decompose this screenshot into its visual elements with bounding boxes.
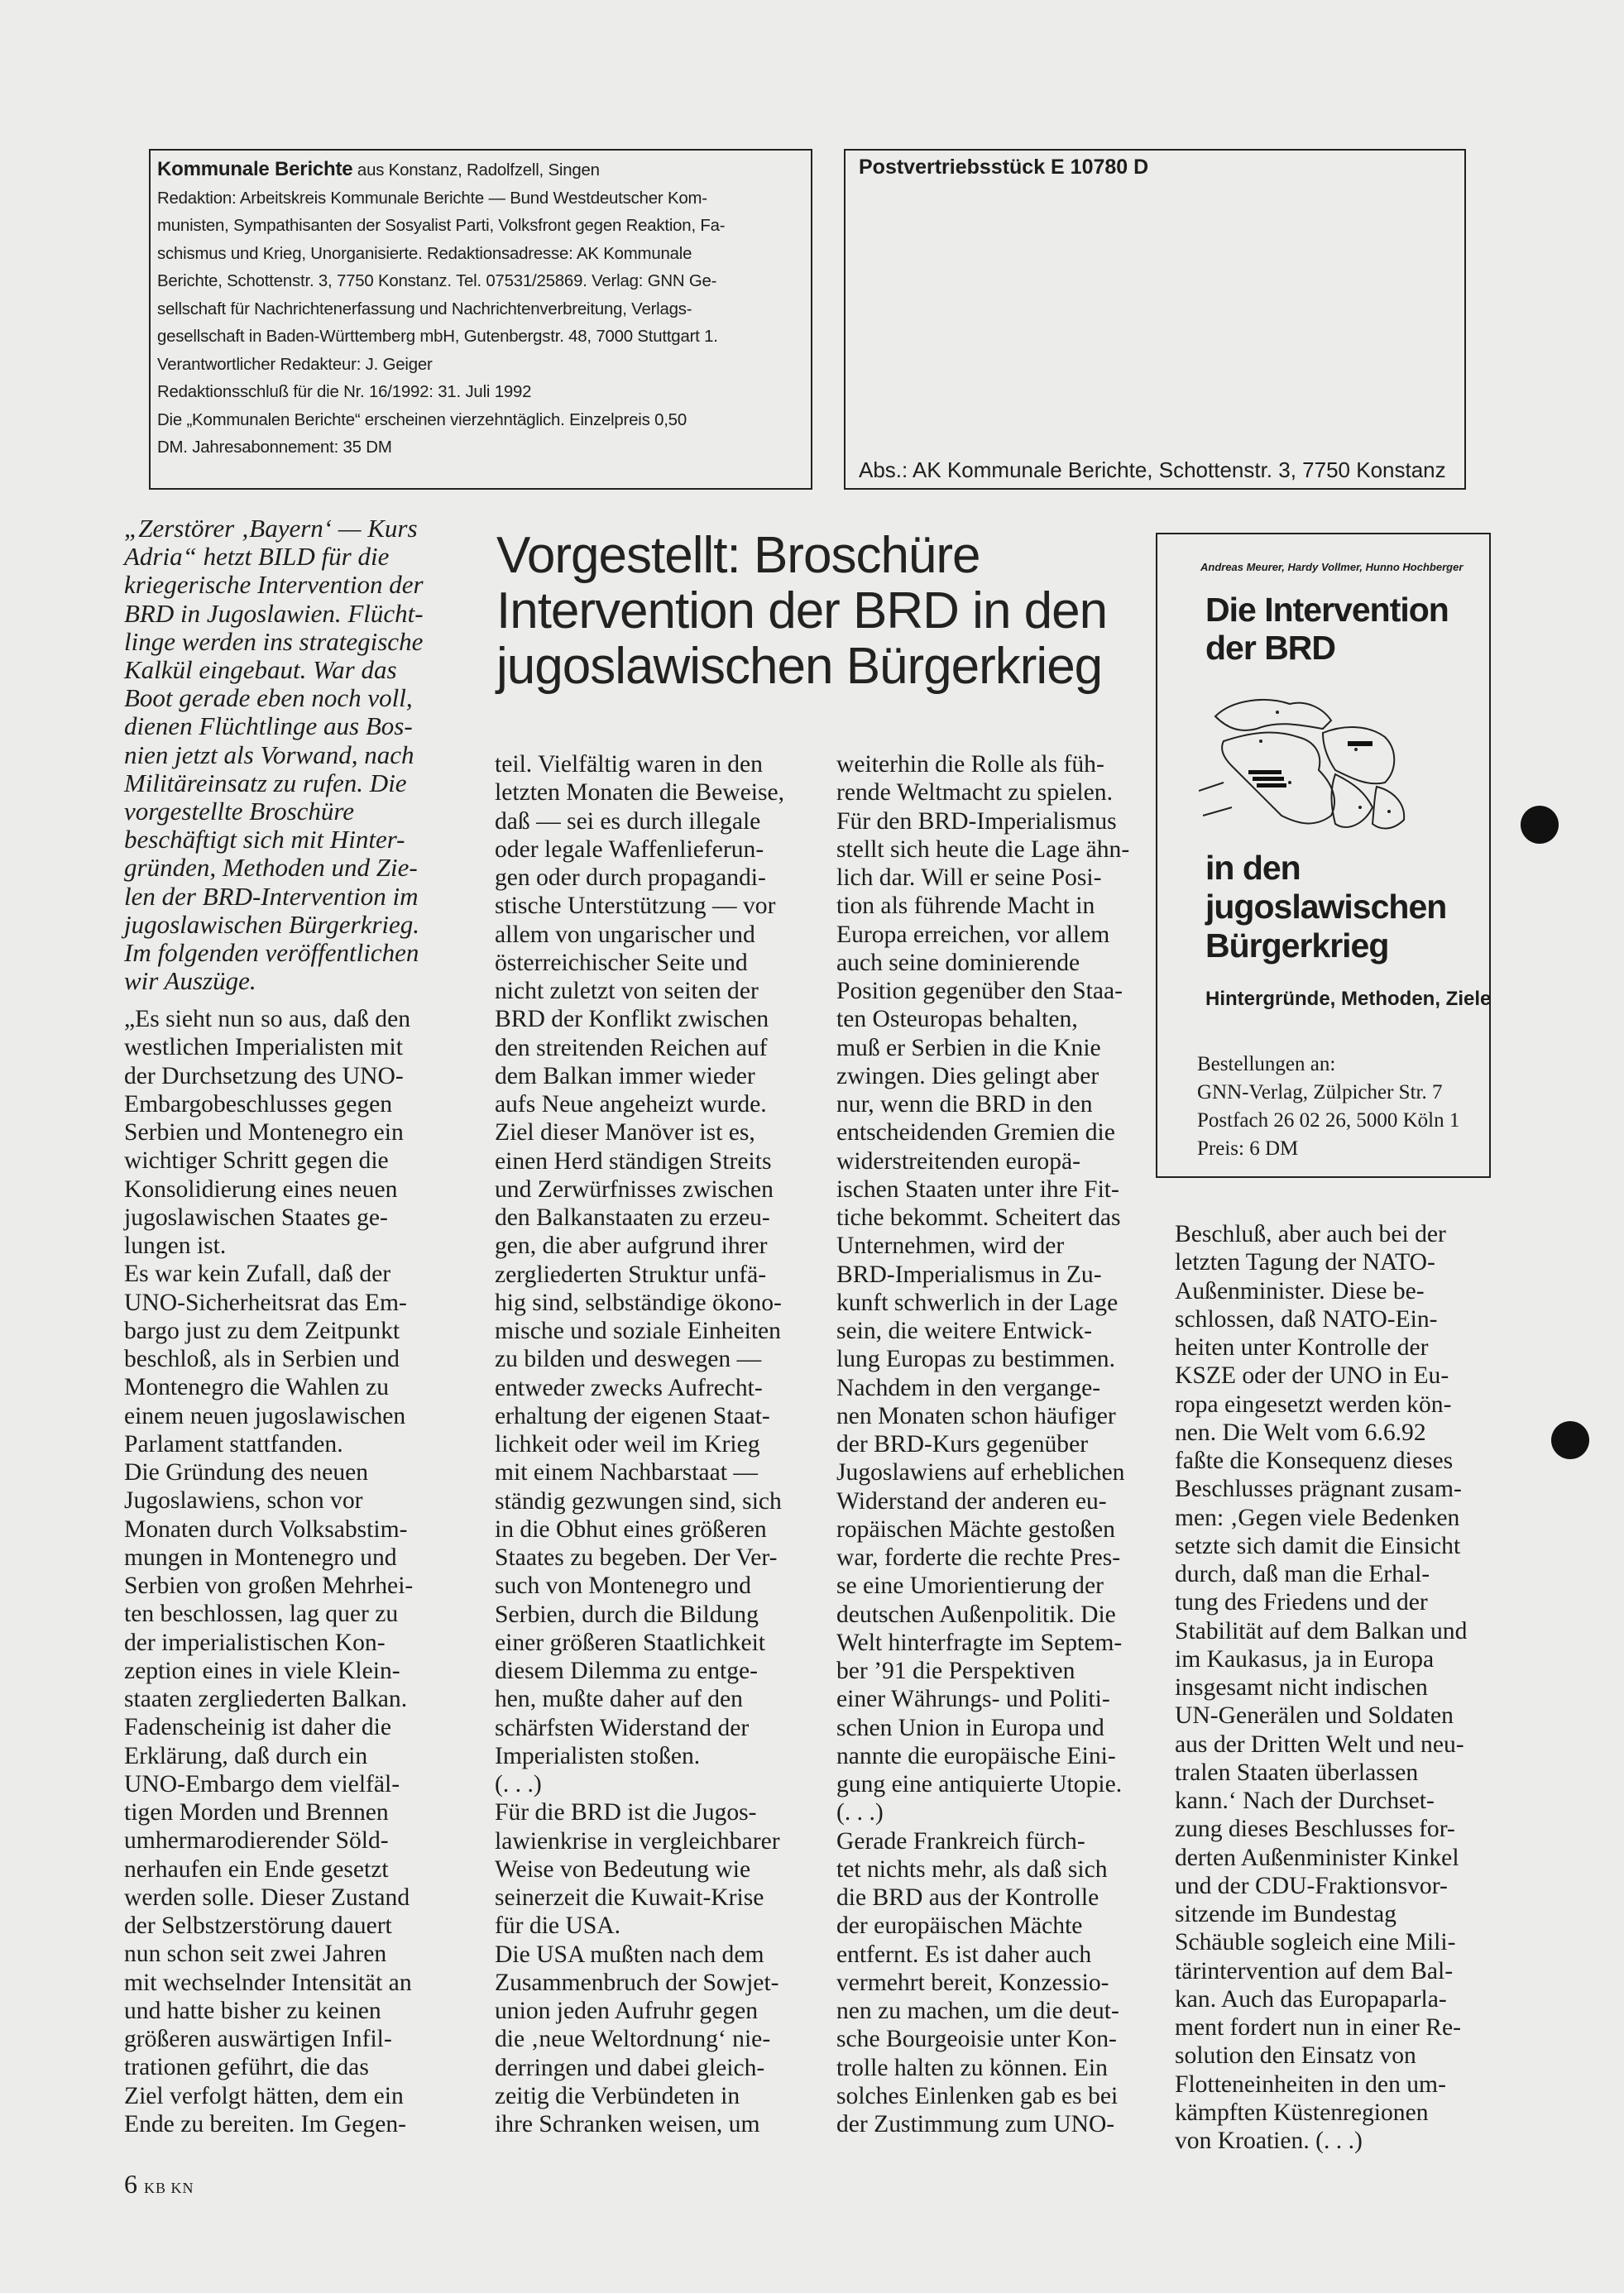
article-line: Welt hinterfragte im Septem- (836, 1629, 1123, 1656)
page-number: 6 (124, 2169, 137, 2199)
article-line: Staates zu begeben. Der Ver- (495, 1544, 778, 1571)
article-line: umhermarodierender Söld- (124, 1827, 389, 1855)
article-line: der Selbstzerstörung dauert (124, 1912, 392, 1939)
article-line: Widerstand der anderen eu- (836, 1487, 1107, 1515)
article-line: Jugoslawiens auf erheblichen (836, 1459, 1125, 1486)
article-line: kann.‘ Nach der Durchset- (1175, 1788, 1435, 1814)
intro-line: Militäreinsatz zu rufen. Die (124, 768, 407, 797)
article-line: seinerzeit die Kuwait-Krise (495, 1884, 764, 1911)
article-line: trolle halten zu können. Ein (836, 2054, 1108, 2081)
article-line: entweder zwecks Aufrecht- (495, 1374, 763, 1401)
article-line: UNO-Sicherheitsrat das Em- (124, 1289, 407, 1316)
article-line: beschloß, als in Serbien und (124, 1346, 400, 1372)
article-line: daß — sei es durch illegale (495, 807, 761, 835)
article-line: und Zerwürfnisses zwischen (495, 1175, 774, 1203)
article-line: stische Unterstützung — vor (495, 893, 776, 920)
intro-line: „Zerstörer ‚Bayern‘ — Kurs (124, 514, 418, 543)
article-line: die ‚neue Weltordnung‘ nie- (495, 2026, 771, 2053)
article-line: lich dar. Will er seine Posi- (836, 864, 1102, 891)
article-line: den Balkanstaaten zu erzeu- (495, 1204, 770, 1231)
article-line: Stabilität auf dem Balkan und (1175, 1617, 1468, 1644)
article-line: werden solle. Dieser Zustand (124, 1884, 410, 1911)
article-line: diesem Dilemma zu entge- (495, 1658, 759, 1684)
article-line: Ziel dieser Manöver ist es, (495, 1119, 755, 1146)
article-line: Serbien und Montenegro ein (124, 1119, 404, 1146)
page-footer (124, 2169, 194, 2200)
intro-line: Boot gerade eben noch voll, (124, 683, 413, 713)
article-line: Parlament stattfanden. (124, 1430, 343, 1458)
intro-line: Adria“ hetzt BILD für die (124, 542, 390, 572)
article-line: BRD-Imperialismus in Zu- (836, 1261, 1102, 1288)
article-line: ment fordert nun in einer Re- (1175, 2014, 1461, 2041)
article-line: tärintervention auf dem Bal- (1175, 1957, 1454, 1984)
article-line: der Durchsetzung des UNO- (124, 1062, 404, 1089)
article-column-4 (1175, 1220, 1502, 2155)
article-line: Montenegro die Wahlen zu (124, 1374, 390, 1401)
intro-line: vorgestellte Broschüre (124, 797, 355, 826)
imprint-lines (157, 185, 804, 462)
article-line: Embargobeschlusses gegen (124, 1090, 393, 1118)
article-line: der europäischen Mächte (836, 1912, 1083, 1940)
article-line: UN-Generälen und Soldaten (1175, 1702, 1454, 1730)
article-line: zwingen. Dies gelingt aber (836, 1062, 1099, 1089)
postal-number: Postvertriebsstück E 10780 D (859, 156, 1149, 179)
intro-line: Im folgenden veröffentlichen (124, 938, 419, 968)
imprint-line: Die „Kommunalen Berichte“ erscheinen vierzehntäglich. Einzelpreis 0,50 (157, 410, 687, 429)
article-line: derringen und dabei gleich- (495, 2054, 765, 2081)
brochure-title-line: jugoslawischen (1205, 888, 1447, 926)
imprint-box (149, 149, 812, 490)
article-line: österreichischer Seite und (495, 949, 748, 976)
article-line: weiterhin die Rolle als füh- (836, 751, 1104, 778)
article-line: mische und soziale Einheiten (495, 1318, 781, 1344)
article-column-3 (836, 750, 1155, 2138)
headline (496, 528, 1158, 694)
article-line: lawienkrise in vergleichbarer (495, 1827, 780, 1855)
article-line: gen, die aber aufgrund ihrer (495, 1233, 768, 1260)
article-line: letzten Monaten die Beweise, (495, 779, 785, 807)
intro-line: BRD in Jugoslawien. Flücht- (124, 598, 424, 628)
article-line: einer Währungs- und Politi- (836, 1686, 1110, 1713)
article-line: Flotteneinheiten in den um- (1175, 2070, 1446, 2098)
article-line: kämpften Küstenregionen (1175, 2099, 1429, 2126)
article-line: tet nichts mehr, als daß sich (836, 1855, 1108, 1883)
article-line: der Zustimmung zum UNO- (836, 2111, 1115, 2137)
intro-line: wir Auszüge. (124, 966, 256, 996)
article-line: nannte die europäische Eini- (836, 1742, 1116, 1769)
article-line: mit einem Nachbarstaat — (495, 1459, 759, 1486)
intro-line: dienen Flüchtlinge aus Bos- (124, 711, 413, 741)
imprint-line: DM. Jahresabonnement: 35 DM (157, 438, 392, 457)
brochure-title-line: Die Intervention (1205, 591, 1449, 629)
article-line: oder legale Waffenlieferun- (495, 835, 764, 863)
article-column-1 (124, 1005, 455, 2138)
imprint-line: sellschaft für Nachrichtenerfassung und Nachrichtenverbreitung, Verlags- (157, 299, 692, 318)
article-line: nen. Die Welt vom 6.6.92 (1175, 1419, 1426, 1446)
article-line: einen Herd ständigen Streits (495, 1147, 772, 1175)
article-line: (. . .) (495, 1771, 542, 1798)
article-line: nen zu machen, um die deut- (836, 1998, 1119, 2024)
article-line: Imperialisten stoßen. (495, 1742, 701, 1769)
article-line: Beschlusses prägnant zusam- (1175, 1476, 1462, 1503)
brochure-subtitle: Hintergründe, Methoden, Ziele (1205, 988, 1492, 1010)
article-line: Weise von Bedeutung wie (495, 1855, 751, 1883)
article-line: Ende zu bereiten. Im Gegen- (124, 2110, 406, 2137)
order-line: Bestellungen an: (1197, 1053, 1336, 1075)
article-line: teil. Vielfältig waren in den (495, 751, 763, 778)
intro-line: nien jetzt als Vorwand, nach (124, 740, 414, 769)
article-line: bargo just zu dem Zeitpunkt (124, 1317, 400, 1344)
article-line: muß er Serbien in die Knie (836, 1034, 1101, 1061)
article-line: Die USA mußten nach dem (495, 1941, 764, 1968)
article-line: stellt sich heute die Lage ähn- (836, 835, 1130, 863)
article-line: nun schon seit zwei Jahren (124, 1941, 387, 1968)
article-line: aufs Neue angeheizt wurde. (495, 1091, 767, 1118)
article-line: ständig gezwungen sind, sich (495, 1487, 782, 1515)
article-line: widerstreitenden europä- (836, 1147, 1080, 1175)
article-line: lung Europas zu bestimmen. (836, 1346, 1115, 1373)
imprint-line: schismus und Krieg, Unorganisierte. Redaktionsadresse: AK Kommunale (157, 244, 692, 263)
publication-location: aus Konstanz, Radolfzell, Singen (352, 161, 600, 180)
article-line: mungen in Montenegro und (124, 1544, 397, 1571)
brochure-title-line: Bürgerkrieg (1205, 926, 1389, 965)
brochure-title-line: in den (1205, 849, 1301, 887)
article-line: such von Montenegro und (495, 1573, 751, 1600)
article-line: nerhaufen ein Ende gesetzt (124, 1855, 389, 1883)
article-line: Konsolidierung eines neuen (124, 1175, 398, 1203)
article-line: zu bilden und deswegen — (495, 1346, 762, 1373)
article-line: auch seine dominierende (836, 949, 1080, 976)
article-line: schen Union in Europa und (836, 1714, 1104, 1741)
article-line: Nachdem in den vergange- (836, 1374, 1101, 1401)
article-line: entfernt. Es ist daher auch (836, 1941, 1092, 1968)
imprint-line: Redaktionsschluß für die Nr. 16/1992: 31. Juli 1992 (157, 383, 532, 401)
article-line: sitzende im Bundestag (1175, 1901, 1396, 1927)
article-line: für die USA. (495, 1912, 621, 1940)
article-line: wichtiger Schritt gegen die (124, 1147, 389, 1175)
article-line: ropa eingesetzt werden kön- (1175, 1391, 1452, 1418)
article-line: Serbien, durch die Bildung (495, 1601, 759, 1628)
article-line: derten Außenminister Kinkel (1175, 1844, 1459, 1871)
article-line: KSZE oder der UNO in Eu- (1175, 1362, 1449, 1390)
article-line: schlossen, daß NATO-Ein- (1175, 1305, 1438, 1333)
article-line: gen oder durch propagandi- (495, 864, 766, 891)
article-line: Gerade Frankreich fürch- (836, 1827, 1085, 1855)
article-line: ber ’91 die Perspektiven (836, 1658, 1075, 1684)
article-line: Unternehmen, wird der (836, 1233, 1065, 1260)
article-line: „Es sieht nun so aus, daß den (124, 1006, 411, 1032)
article-line: se eine Umorientierung der (836, 1573, 1104, 1600)
publication-name: Kommunale Berichte (157, 158, 353, 180)
article-line: Es war kein Zufall, daß der (124, 1261, 391, 1288)
headline-line: jugoslawischen Bürgerkrieg (496, 638, 1103, 695)
intro-line: linge werden ins strategische (124, 626, 424, 656)
article-line: mit wechselnder Intensität an (124, 1969, 412, 1996)
article-line: union jeden Aufruhr gegen (495, 1998, 759, 2024)
article-line: Europa erreichen, vor allem (836, 921, 1110, 948)
article-line: sein, die weitere Entwick- (836, 1318, 1092, 1344)
brochure-advert (1156, 533, 1491, 1178)
article-line: der BRD-Kurs gegenüber (836, 1431, 1089, 1458)
article-line: war, forderte die rechte Pres- (836, 1544, 1121, 1571)
intro-line: beschäftigt sich mit Hinter- (124, 825, 405, 854)
article-line: Ziel verfolgt hätten, dem ein (124, 2082, 404, 2109)
article-line: ihre Schranken weisen, um (495, 2111, 760, 2137)
order-line: Preis: 6 DM (1197, 1137, 1299, 1160)
article-line: im Kaukasus, ja in Europa (1175, 1645, 1435, 1673)
article-line: Serbien von großen Mehrhei- (124, 1573, 414, 1599)
article-line: der imperialistischen Kon- (124, 1629, 386, 1656)
article-line: solution den Einsatz von (1175, 2042, 1416, 2070)
article-line: UNO-Embargo dem vielfäl- (124, 1770, 400, 1798)
article-line: Erklärung, daß durch ein (124, 1742, 368, 1769)
article-line: sche Bourgeoisie unter Kon- (836, 2026, 1117, 2053)
imprint-line: munisten, Sympathisanten der Sosyalist Parti, Volksfront gegen Reaktion, Fa- (157, 217, 726, 235)
article-line: zeitig die Verbündeten in (495, 2082, 740, 2109)
article-line: tigen Morden und Brennen (124, 1799, 389, 1826)
article-line: Position gegenüber den Staa- (836, 978, 1123, 1004)
article-line: und hatte bisher zu keinen (124, 1997, 381, 2024)
article-line: tiche bekommt. Scheitert das (836, 1204, 1121, 1231)
intro-text (124, 515, 455, 995)
punch-hole (1551, 1421, 1589, 1459)
article-line: heiten unter Kontrolle der (1175, 1334, 1429, 1361)
article-line: durch, daß man die Erhal- (1175, 1561, 1430, 1587)
article-line: hen, mußte daher auf den (495, 1686, 743, 1713)
article-line: entscheidenden Gremien die (836, 1119, 1115, 1146)
article-line: zeption eines in viele Klein- (124, 1657, 400, 1684)
brochure-title-line: der BRD (1205, 629, 1336, 667)
sender-address: Abs.: AK Kommunale Berichte, Schottenstr. 3, 7750 Konstanz (859, 457, 1446, 482)
order-info (1197, 1051, 1459, 1163)
article-line: gung eine antiquierte Utopie. (836, 1771, 1123, 1798)
article-line: trationen geführt, die das (124, 2054, 369, 2081)
punch-hole (1521, 806, 1559, 844)
brochure-title-top (1205, 591, 1449, 667)
article-line: ischen Staaten unter ihre Fit- (836, 1175, 1119, 1203)
article-line: Jugoslawiens, schon vor (124, 1487, 363, 1515)
article-line: setzte sich damit die Einsicht (1175, 1532, 1461, 1559)
article-line: staaten zergliederten Balkan. (124, 1686, 408, 1712)
imprint-header (157, 156, 804, 185)
article-line: nicht zuletzt von seiten der (495, 978, 759, 1004)
article-line: allem von ungarischer und (495, 921, 755, 948)
imprint-line: gesellschaft in Baden-Württemberg mbH, Gutenbergstr. 48, 7000 Stuttgart 1. (157, 328, 718, 346)
intro-line: gründen, Methoden und Zie- (124, 853, 418, 883)
article-line: hig sind, selbständige ökono- (495, 1289, 782, 1316)
article-line: zung dieses Beschlusses for- (1175, 1816, 1455, 1843)
brochure-title-bottom (1205, 849, 1446, 965)
article-line: faßte die Konsequenz dieses (1175, 1448, 1454, 1474)
order-line: Postfach 26 02 26, 5000 Köln 1 (1197, 1109, 1460, 1132)
article-line: von Kroatien. (. . .) (1175, 2128, 1363, 2154)
article-line: men: ‚Gegen viele Bedenken (1175, 1504, 1460, 1531)
intro-line: jugoslawischen Bürgerkrieg. (124, 909, 420, 939)
article-line: aus der Dritten Welt und neu- (1175, 1731, 1464, 1758)
article-line: lichkeit oder weil im Krieg (495, 1431, 760, 1458)
imprint-line: Redaktion: Arbeitskreis Kommunale Berichte — Bund Westdeutscher Kom- (157, 189, 707, 208)
article-line: einem neuen jugoslawischen (124, 1402, 406, 1429)
article-column-2 (495, 750, 813, 2138)
order-line: GNN-Verlag, Zülpicher Str. 7 (1197, 1081, 1443, 1103)
article-line: zergliederten Struktur unfä- (495, 1261, 767, 1288)
article-line: Die Gründung des neuen (124, 1459, 369, 1486)
article-line: Fadenscheinig ist daher die (124, 1714, 391, 1741)
postal-box (844, 149, 1466, 490)
article-line: größeren auswärtigen Infil- (124, 2026, 392, 2052)
article-line: und der CDU-Fraktionsvor- (1175, 1872, 1448, 1899)
article-line: den streitenden Reichen auf (495, 1034, 768, 1061)
article-line: tung des Friedens und der (1175, 1589, 1428, 1616)
article-line: Beschluß, aber auch bei der (1175, 1221, 1446, 1247)
article-line: die BRD aus der Kontrolle (836, 1884, 1099, 1911)
article-line: BRD der Konflikt zwischen (495, 1006, 769, 1033)
article-line: Für die BRD ist die Jugos- (495, 1799, 757, 1826)
article-line: deutschen Außenpolitik. Die (836, 1601, 1116, 1628)
issue-code: KB KN (144, 2180, 194, 2196)
article-line: rende Weltmacht zu spielen. (836, 779, 1113, 807)
article-line: tion als führende Macht in (836, 893, 1095, 920)
intro-line: Kalkül eingebaut. War das (124, 655, 397, 685)
article-line: nur, wenn die BRD in den (836, 1091, 1093, 1118)
article-line: in die Obhut eines größeren (495, 1515, 767, 1543)
article-line: ten Osteuropas behalten, (836, 1006, 1078, 1033)
article-line: kunft schwerlich in der Lage (836, 1289, 1119, 1316)
headline-line: Vorgestellt: Broschüre (496, 527, 980, 584)
article-line: Schäuble sogleich eine Mili- (1175, 1929, 1456, 1956)
article-line: (. . .) (836, 1799, 884, 1826)
intro-line: len der BRD-Intervention im (124, 881, 419, 911)
imprint-line: Verantwortlicher Redakteur: J. Geiger (157, 355, 433, 374)
intro-line: kriegerische Intervention der (124, 570, 424, 600)
headline-line: Intervention der BRD in den (496, 582, 1108, 639)
article-line: nen Monaten schon häufiger (836, 1402, 1116, 1429)
article-line: schärfsten Widerstand der (495, 1714, 750, 1741)
article-line: ten beschlossen, lag quer zu (124, 1601, 399, 1628)
article-line: letzten Tagung der NATO- (1175, 1249, 1435, 1276)
article-line: solches Einlenken gab es bei (836, 2082, 1119, 2109)
brochure-authors: Andreas Meurer, Hardy Vollmer, Hunno Hochberger (1200, 561, 1464, 573)
article-line: kan. Auch das Europaparla- (1175, 1985, 1447, 2013)
article-line: Für den BRD-Imperialismus (836, 807, 1117, 835)
article-line: tralen Staaten überlassen (1175, 1759, 1419, 1786)
article-line: Außenminister. Diese be- (1175, 1277, 1425, 1304)
yugoslavia-map-image (1199, 692, 1447, 840)
article-line: Monaten durch Volksabstim- (124, 1515, 408, 1543)
article-line: dem Balkan immer wieder (495, 1062, 755, 1089)
article-line: vermehrt bereit, Konzessio- (836, 1969, 1109, 1996)
article-line: jugoslawischen Staates ge- (124, 1204, 388, 1231)
article-line: insgesamt nicht indischen (1175, 1674, 1428, 1701)
article-line: erhaltung der eigenen Staat- (495, 1402, 770, 1429)
article-line: westlichen Imperialisten mit (124, 1034, 403, 1061)
article-line: ropäischen Mächte gestoßen (836, 1515, 1115, 1543)
article-line: einer größeren Staatlichkeit (495, 1629, 766, 1656)
article-line: Zusammenbruch der Sowjet- (495, 1969, 779, 1996)
imprint-line: Berichte, Schottenstr. 3, 7750 Konstanz. Tel. 07531/25869. Verlag: GNN Ge- (157, 272, 717, 290)
article-line: lungen ist. (124, 1233, 227, 1259)
